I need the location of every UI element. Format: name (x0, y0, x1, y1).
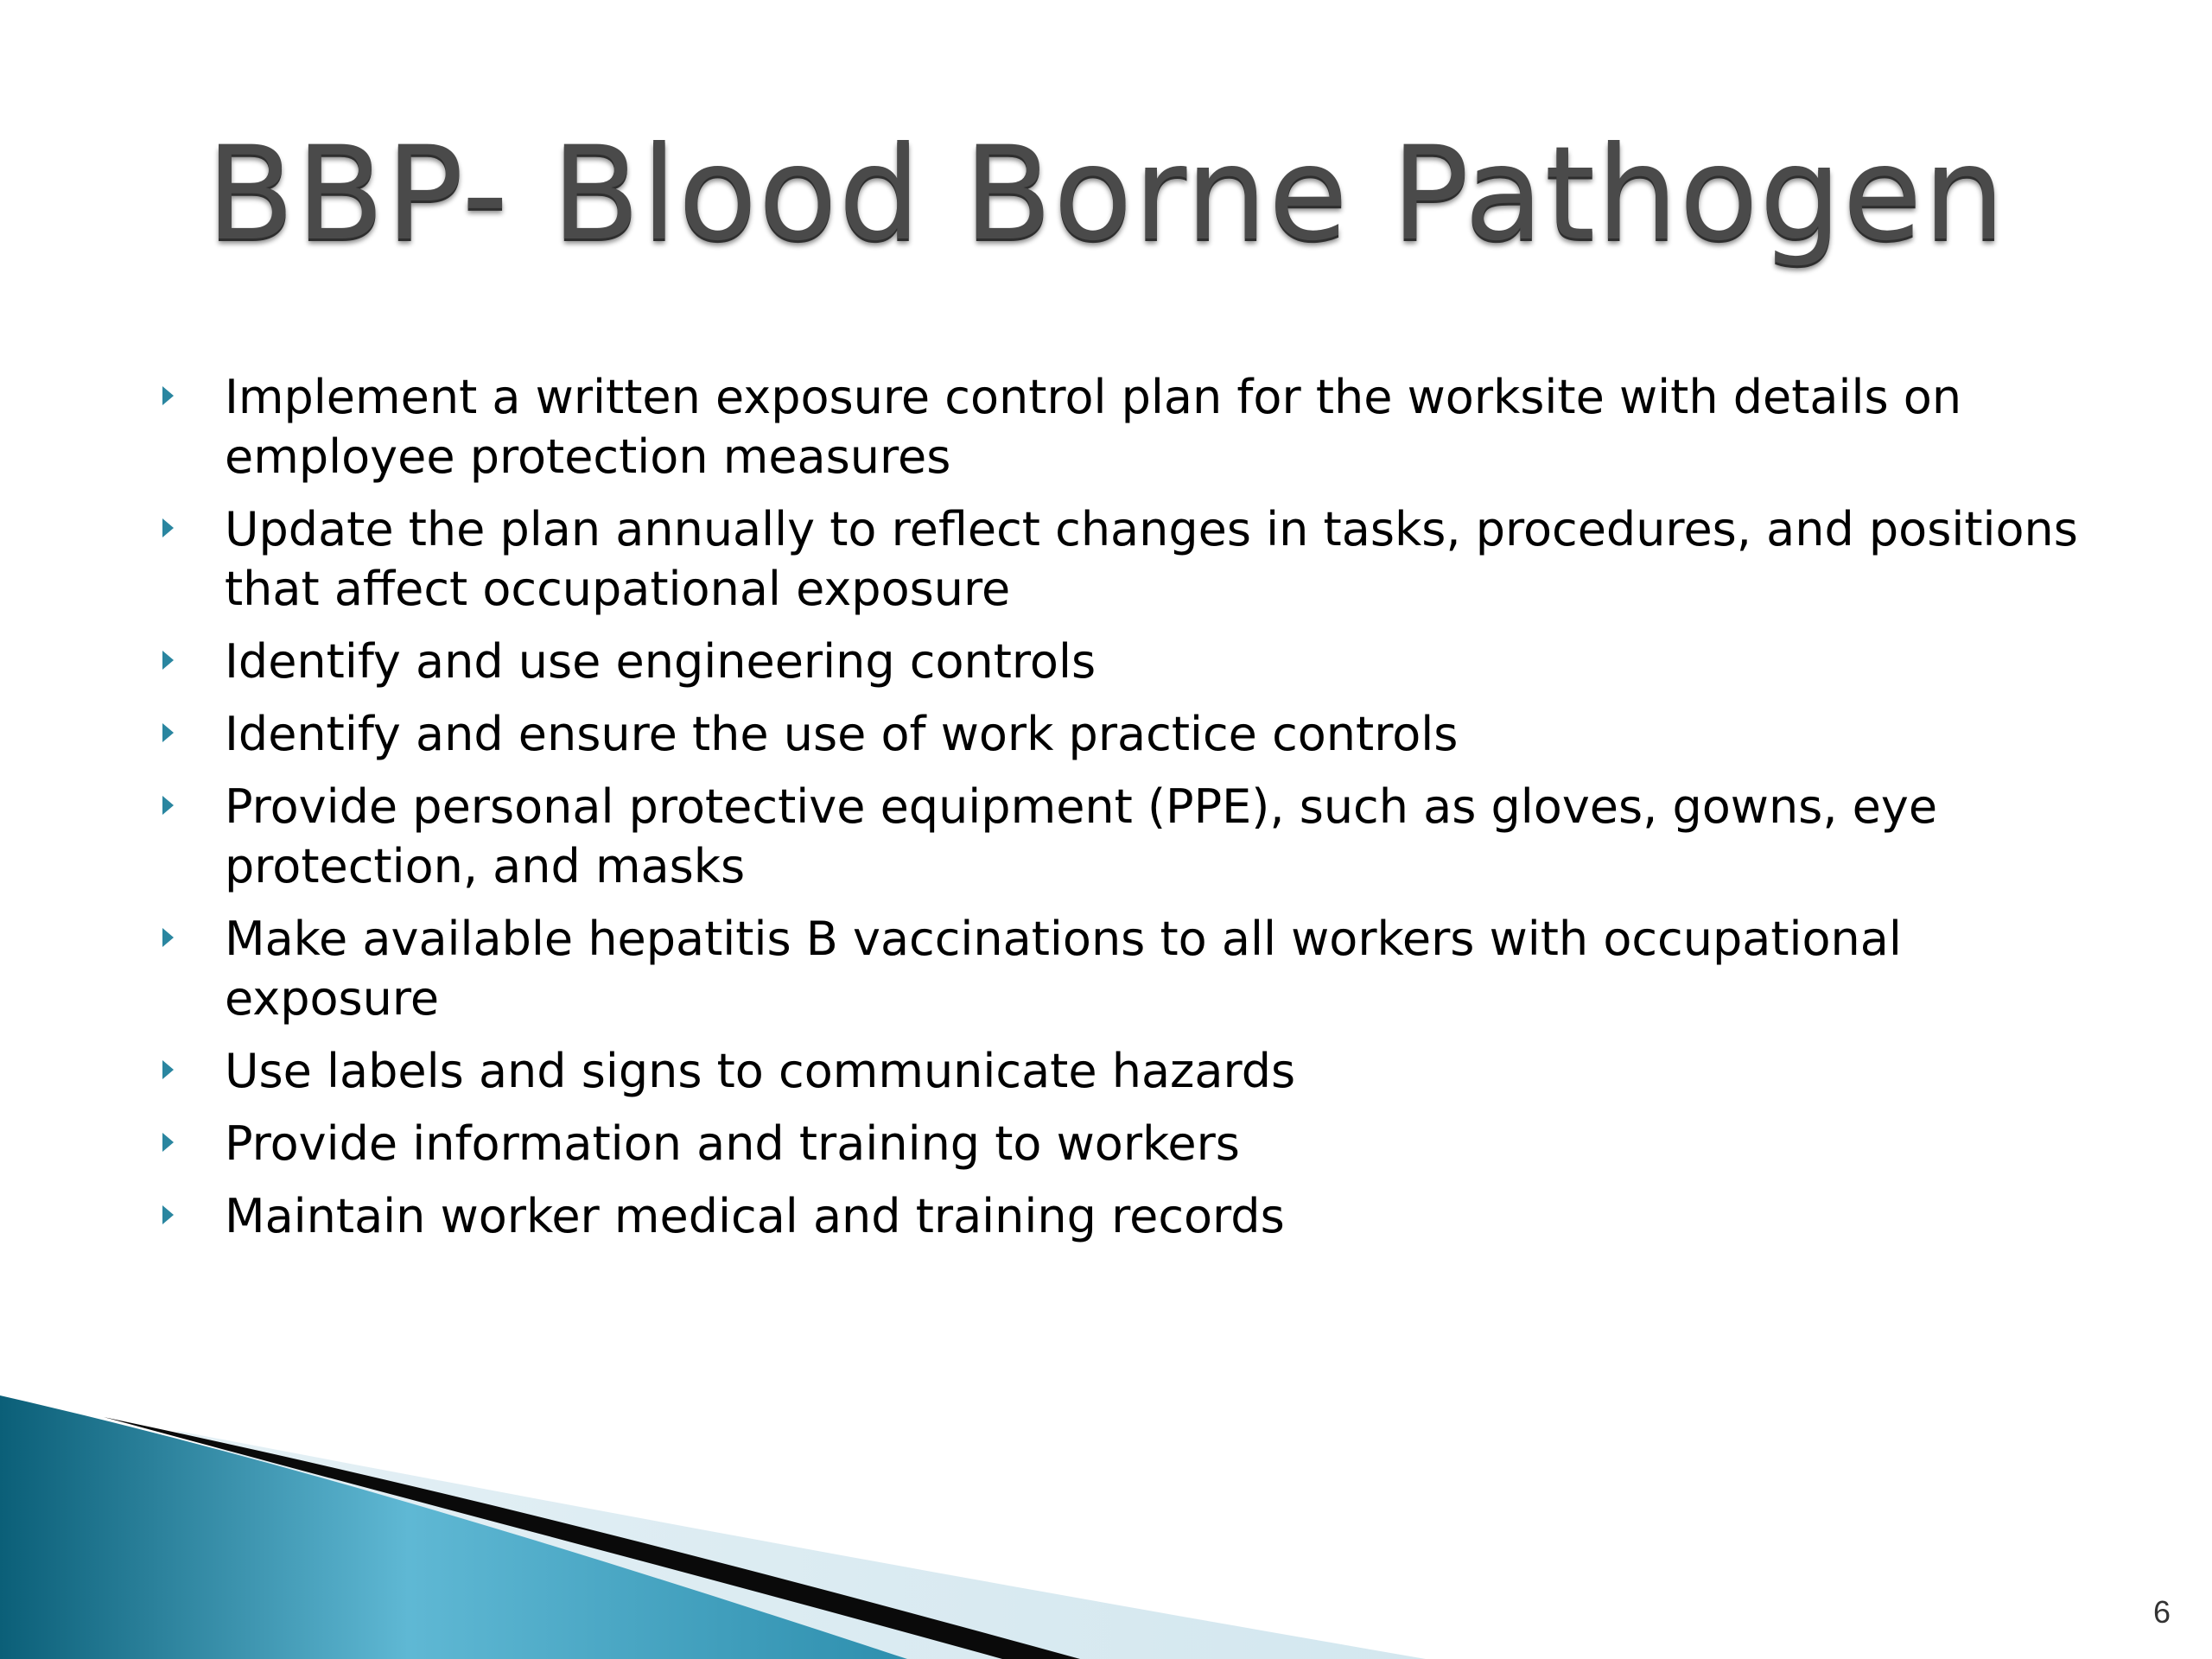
triangle-right-icon (162, 386, 174, 405)
triangle-right-icon (162, 796, 174, 815)
bullet-text: Identify and use engineering controls (225, 634, 1096, 689)
page-number: 6 (2152, 1594, 2171, 1630)
bullet-text: Provide personal protective equipment (PPE), such as gloves, gowns, eye protection, and masks (225, 779, 1938, 893)
triangle-right-icon (162, 1205, 174, 1224)
triangle-right-icon (162, 651, 174, 670)
bullet-item (156, 704, 2091, 764)
bullet-item (156, 632, 2091, 691)
bullet-item (156, 909, 2091, 1028)
swoosh-teal-shape (0, 1395, 907, 1659)
slide-title: BBP- Blood Borne Pathogen (206, 119, 2006, 270)
bullet-list (156, 367, 2091, 1259)
decorative-swoosh (0, 1382, 2212, 1659)
bullet-text: Make available hepatitis B vaccinations to all workers with occupational exposure (225, 912, 1902, 1026)
triangle-right-icon (162, 518, 174, 537)
bullet-item (156, 367, 2091, 486)
bullet-text: Use labels and signs to communicate hazards (225, 1044, 1296, 1098)
bullet-item (156, 777, 2091, 896)
bullet-text: Provide information and training to workers (225, 1116, 1240, 1171)
bullet-text: Identify and ensure the use of work practice controls (225, 707, 1459, 761)
bullet-item (156, 1186, 2091, 1246)
triangle-right-icon (162, 928, 174, 947)
triangle-right-icon (162, 1133, 174, 1152)
bullet-item (156, 1114, 2091, 1173)
bullet-item (156, 1041, 2091, 1101)
bullet-text: Maintain worker medical and training records (225, 1189, 1285, 1243)
bullet-item (156, 499, 2091, 619)
triangle-right-icon (162, 723, 174, 742)
bullet-text: Update the plan annually to reflect changes in tasks, procedures, and positions that affect occupational exposure (225, 502, 2078, 616)
triangle-right-icon (162, 1060, 174, 1079)
bullet-text: Implement a written exposure control plan for the worksite with details on employee protection measures (225, 370, 1962, 484)
